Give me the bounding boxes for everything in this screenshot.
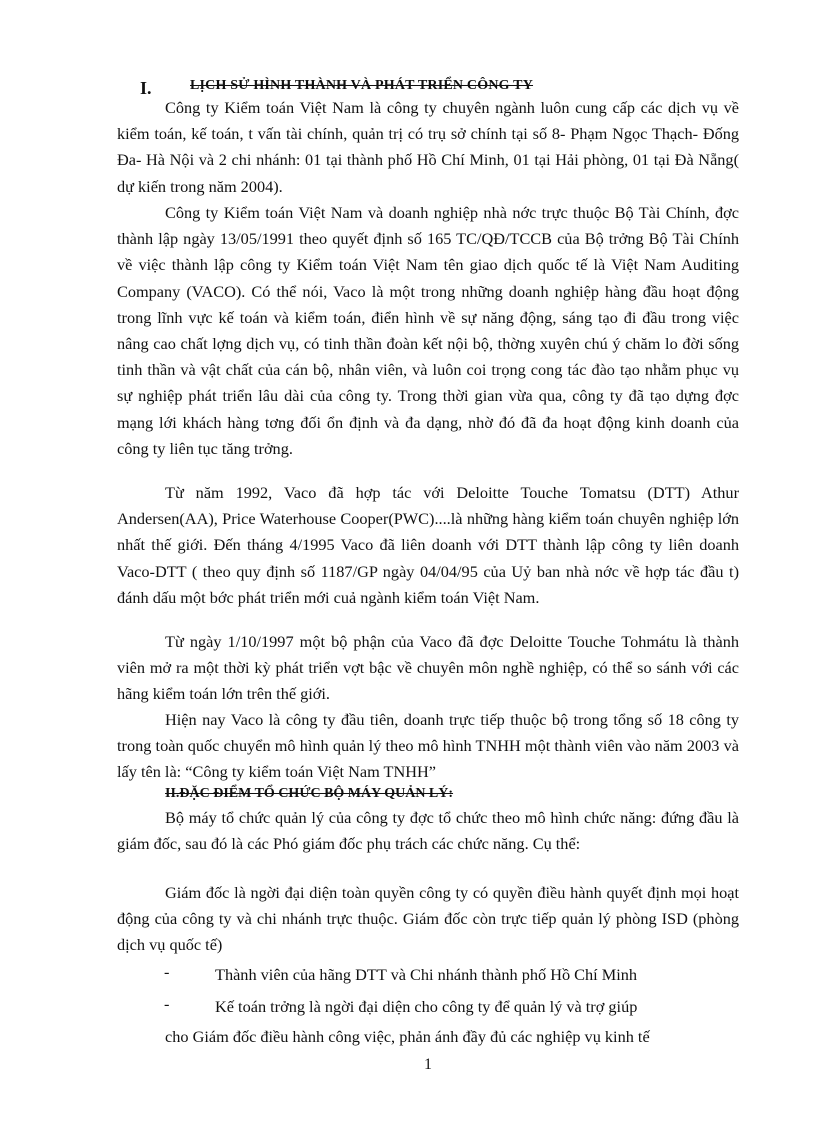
section-2-title: II.ĐẶC ĐIỂM TỔ CHỨC BỘ MÁY QUẢN LÝ: [165,786,454,801]
paragraph-company-establishment [117,200,739,462]
paragraph-current-status [117,707,739,786]
paragraph-org-structure [117,805,739,857]
paragraph-cooperation [117,480,739,611]
list-item-text: Kế toán trởng là ngời đại diện cho công ty để quản lý và trợ giúp [215,997,638,1016]
paragraph-text: Bộ máy tổ chức quản lý của công ty đợc tổ chức theo mô hình chức năng: đứng đầu là giám đốc, sau đó là các Phó giám đốc phụ trách các chức năng. Cụ thể: [117,808,739,854]
section-1-number: I. [140,78,152,98]
paragraph-text: Công ty Kiểm toán Việt Nam và doanh nghiệp nhà nớc trực thuộc Bộ Tài Chính, đợc thành lập ngày 13/05/1991 theo quyết định số 165 TC/QĐ/TCCB của Bộ trởng Bộ Tài Chính về việc thành lập công ty Kiểm toán Việt Nam tên giao dịch quốc tế là Việt Nam Auditing Company (VACO). Có thể nói, Vaco là một trong những doanh nghiệp hàng đầu hoạt động trong lĩnh vực kế toán và kiểm toán, điển hình về sự năng động, sáng tạo đi đầu trong việc nâng cao chất lợng dịch vụ, có tinh thần đoàn kết nội bộ, thờng xuyên chú ý chăm lo đời sống tinh thần và vật chất của cán bộ, nhân viên, và luôn coi trọng cong tác đào tạo nhằm phục vụ sự nghiệp phát triển lâu dài của công ty. Trong thời gian vừa qua, công ty đã tạo dựng đợc mạng lới khách hàng tơng đối ổn định và đa dạng, nhờ đó đã đa hoạt động kinh doanh của công ty liên tục tăng trởng. [117,203,739,458]
paragraph-deloitte-membership [117,629,739,708]
section-1-title: LỊCH SỬ HÌNH THÀNH VÀ PHÁT TRIỂN CÔNG TY [190,78,534,93]
paragraph-text: Giám đốc là ngời đại diện toàn quyền công ty có quyền điều hành quyết định mọi hoạt động của công ty và chi nhánh trực thuộc. Giám đốc còn trực tiếp quản lý phòng ISD (phòng dịch vụ quốc tế) [117,883,739,955]
list-item [117,994,739,1050]
bullet-marker: - [164,994,170,1013]
paragraph-text: Từ ngày 1/10/1997 một bộ phận của Vaco đã đợc Deloitte Touche Tohmátu là thành viên mở ra một thời kỳ phát triển vợt bậc về chuyên môn nghề nghiệp, có thể so sánh với các hãng kiểm toán lớn trên thế giới. [117,632,739,704]
bullet-marker: - [164,962,170,981]
paragraph-company-intro [117,95,739,200]
list-item-text: Thành viên của hãng DTT và Chi nhánh thành phố Hồ Chí Minh [215,965,638,984]
page-number: 1 [424,1056,432,1073]
paragraph-text: Từ năm 1992, Vaco đã hợp tác với Deloitte Touche Tomatsu (DTT) Athur Andersen(AA), Price Waterhouse Cooper(PWC)....là những hàng kiểm toán chuyên nghiệp lớn nhất thế giới. Đến tháng 4/1995 Vaco đã liên doanh với DTT thành lập công ty liên doanh Vaco-DTT ( theo quy định số 1187/GP ngày 04/04/95 của Uỷ ban nhà nớc về hợp tác đầu t) đánh dấu một bớc phát triển mới cuả ngành kiểm toán Việt Nam. [117,483,739,607]
paragraph-director-role [117,880,739,959]
paragraph-text: Công ty Kiểm toán Việt Nam là công ty chuyên ngành luôn cung cấp các dịch vụ về kiểm toán, kế toán, t vấn tài chính, quản trị có trụ sở chính tại số 8- Phạm Ngọc Thạch- Đống Đa- Hà Nội và 2 chi nhánh: 01 tại thành phố Hồ Chí Minh, 01 tại Hải phòng, 01 tại Đà Nẵng( dự kiến trong năm 2004). [117,98,739,196]
paragraph-text: Hiện nay Vaco là công ty đầu tiên, doanh trực tiếp thuộc bộ trong tổng số 18 công ty trong toàn quốc chuyển mô hình quản lý theo mô hình TNHH một thành viên vào năm 2003 và lấy tên là: “Công ty kiểm toán Việt Nam TNHH” [117,710,739,782]
list-item-continuation: cho Giám đốc điều hành công việc, phản ánh đầy đủ các nghiệp vụ kinh tế [165,1027,650,1046]
list-item [117,962,739,988]
